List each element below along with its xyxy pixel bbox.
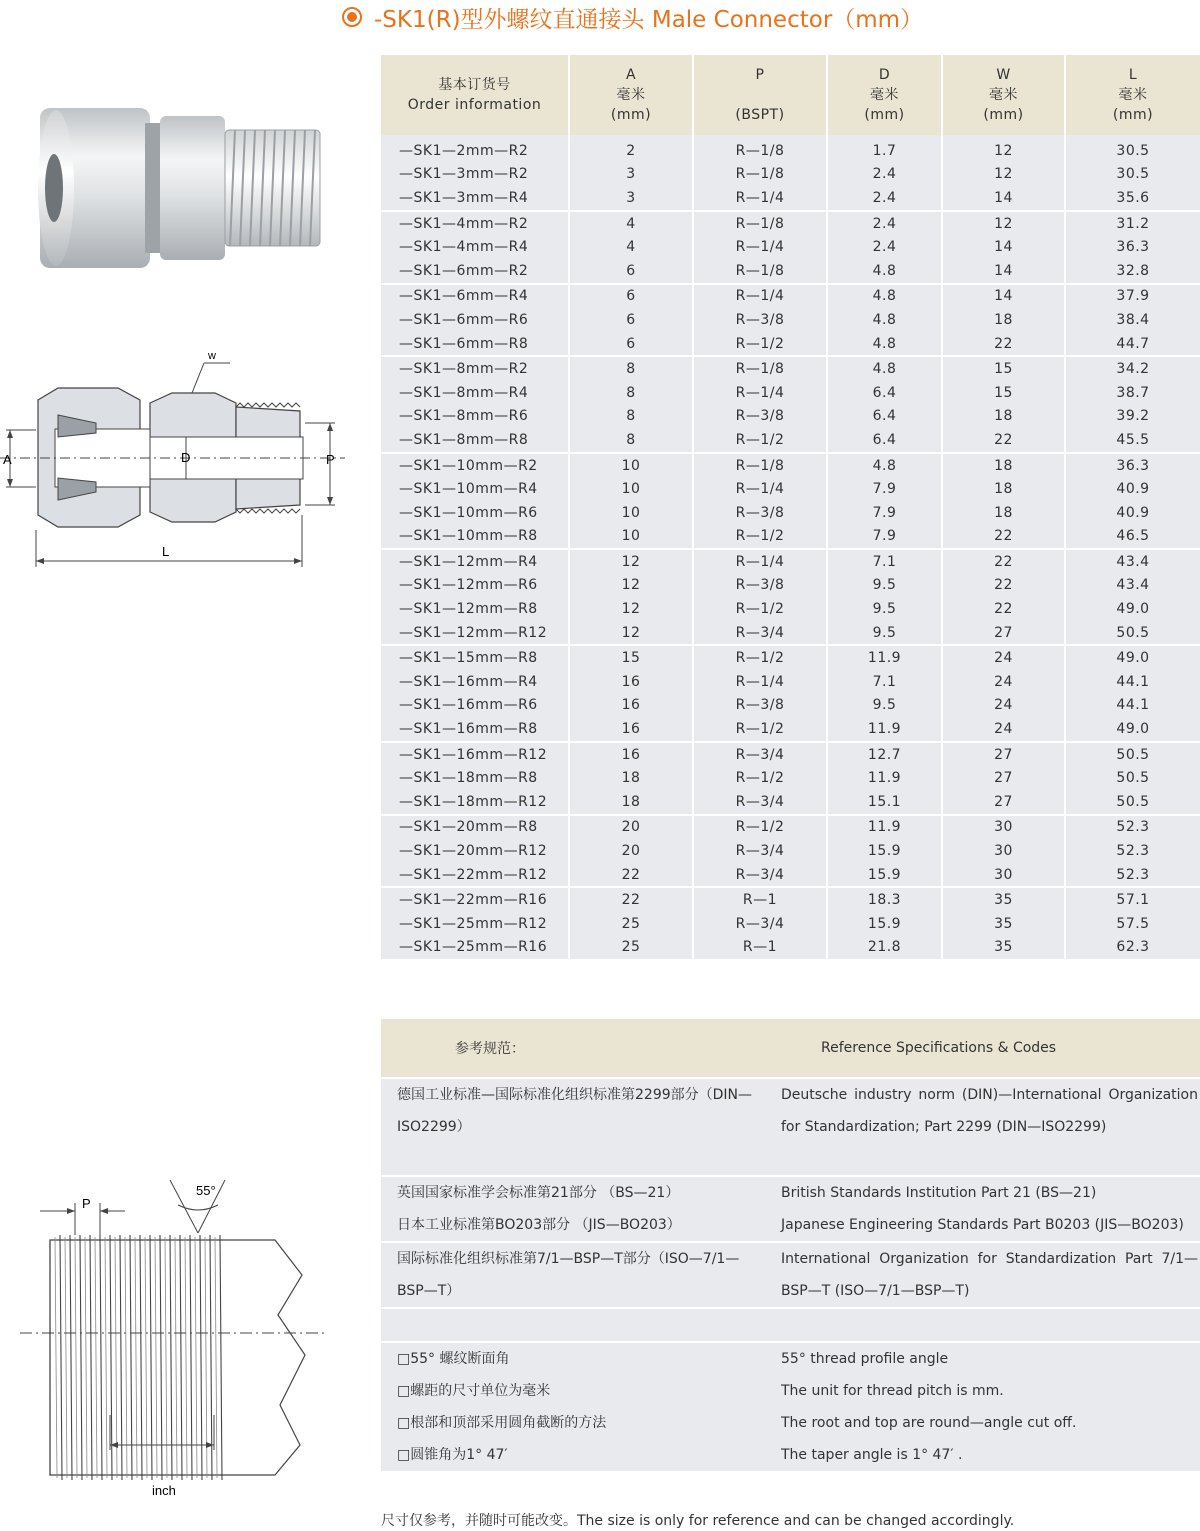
table-cell: 2.4 bbox=[827, 211, 942, 236]
product-image bbox=[30, 88, 330, 288]
table-cell: 12 bbox=[569, 621, 693, 646]
table-cell: 6 bbox=[569, 332, 693, 357]
table-cell: 7.1 bbox=[827, 670, 942, 694]
table-row bbox=[381, 839, 1200, 863]
table-cell: 35 bbox=[942, 936, 1065, 960]
table-row bbox=[381, 163, 1200, 187]
table-cell: —SK1—8mm—R6 bbox=[381, 405, 569, 429]
table-cell: R—3/4 bbox=[693, 621, 827, 646]
table-cell: —SK1—25mm—R12 bbox=[381, 912, 569, 936]
table-cell: 35 bbox=[942, 887, 1065, 912]
table-cell: R—1 bbox=[693, 887, 827, 912]
label-angle: 55° bbox=[196, 1183, 216, 1198]
table-cell: —SK1—16mm—R8 bbox=[381, 717, 569, 742]
table-cell: 45.5 bbox=[1065, 428, 1200, 453]
table-cell: 8 bbox=[569, 428, 693, 453]
table-cell: 2.4 bbox=[827, 163, 942, 187]
table-row bbox=[381, 453, 1200, 478]
table-cell: 6 bbox=[569, 308, 693, 332]
table-cell: —SK1—6mm—R6 bbox=[381, 308, 569, 332]
table-cell: 38.7 bbox=[1065, 381, 1200, 405]
table-cell: R—3/8 bbox=[693, 574, 827, 598]
table-row bbox=[381, 863, 1200, 888]
table-cell: 7.9 bbox=[827, 501, 942, 525]
table-cell: R—1/4 bbox=[693, 186, 827, 211]
table-cell: R—1/8 bbox=[693, 453, 827, 478]
thread-drawing bbox=[10, 1175, 340, 1505]
table-cell: R—3/4 bbox=[693, 912, 827, 936]
table-cell: —SK1—3mm—R2 bbox=[381, 163, 569, 187]
table-cell: 2.4 bbox=[827, 186, 942, 211]
table-cell: 6.4 bbox=[827, 381, 942, 405]
table-cell: R—3/4 bbox=[693, 790, 827, 815]
table-header-row bbox=[381, 55, 1200, 135]
table-cell: 22 bbox=[569, 887, 693, 912]
table-cell: R—3/4 bbox=[693, 742, 827, 767]
table-cell: 10 bbox=[569, 501, 693, 525]
table-row bbox=[381, 135, 1200, 163]
table-cell: 18.3 bbox=[827, 887, 942, 912]
table-row bbox=[381, 790, 1200, 815]
col-header-order: 基本订货号 Order information bbox=[381, 55, 569, 135]
table-cell: 52.3 bbox=[1065, 863, 1200, 888]
table-cell: 21.8 bbox=[827, 936, 942, 960]
reference-row: 日本工业标准第BO203部分 （JIS—BO203） Japanese Engineering Standards Part B0203 (JIS—BO203) bbox=[381, 1209, 1200, 1242]
table-cell: 10 bbox=[569, 477, 693, 501]
table-cell: 4.8 bbox=[827, 259, 942, 284]
table-cell: 14 bbox=[942, 186, 1065, 211]
table-cell: 6 bbox=[569, 284, 693, 309]
col-header-a: A 毫米 (mm) bbox=[569, 55, 693, 135]
table-cell: —SK1—4mm—R2 bbox=[381, 211, 569, 236]
table-row bbox=[381, 284, 1200, 309]
table-cell: R—1/2 bbox=[693, 332, 827, 357]
table-cell: 12.7 bbox=[827, 742, 942, 767]
table-cell: R—1/4 bbox=[693, 381, 827, 405]
note-row: □根部和顶部采用圆角截断的方法 The root and top are round—angle cut off. bbox=[381, 1407, 1200, 1439]
table-cell: —SK1—20mm—R12 bbox=[381, 839, 569, 863]
table-cell: 6.4 bbox=[827, 405, 942, 429]
label-d: D bbox=[181, 450, 191, 465]
table-cell: —SK1—12mm—R6 bbox=[381, 574, 569, 598]
table-cell: R—1/2 bbox=[693, 815, 827, 840]
table-cell: —SK1—12mm—R4 bbox=[381, 549, 569, 574]
label-a: A bbox=[3, 452, 12, 467]
table-cell: —SK1—16mm—R12 bbox=[381, 742, 569, 767]
table-cell: —SK1—2mm—R2 bbox=[381, 135, 569, 163]
table-cell: 62.3 bbox=[1065, 936, 1200, 960]
table-row bbox=[381, 259, 1200, 284]
table-cell: 12 bbox=[942, 211, 1065, 236]
table-cell: 32.8 bbox=[1065, 259, 1200, 284]
table-cell: 27 bbox=[942, 790, 1065, 815]
table-cell: 43.4 bbox=[1065, 549, 1200, 574]
col-header-w: W 毫米 (mm) bbox=[942, 55, 1065, 135]
table-cell: 11.9 bbox=[827, 645, 942, 670]
table-cell: 9.5 bbox=[827, 621, 942, 646]
table-cell: R—1/8 bbox=[693, 356, 827, 381]
table-cell: —SK1—6mm—R8 bbox=[381, 332, 569, 357]
table-cell: R—1/4 bbox=[693, 235, 827, 259]
note-row: □圆锥角为1° 47′ The taper angle is 1° 47′ . bbox=[381, 1439, 1200, 1471]
table-cell: 22 bbox=[942, 574, 1065, 598]
table-cell: —SK1—10mm—R6 bbox=[381, 501, 569, 525]
reference-spacer bbox=[381, 1308, 1200, 1342]
table-row bbox=[381, 574, 1200, 598]
table-row bbox=[381, 766, 1200, 790]
table-cell: 43.4 bbox=[1065, 574, 1200, 598]
spec-table bbox=[381, 55, 1200, 959]
table-row bbox=[381, 428, 1200, 453]
table-cell: —SK1—8mm—R8 bbox=[381, 428, 569, 453]
table-cell: 46.5 bbox=[1065, 525, 1200, 550]
table-cell: R—1/4 bbox=[693, 549, 827, 574]
table-cell: 15 bbox=[942, 356, 1065, 381]
table-cell: R—1/4 bbox=[693, 284, 827, 309]
table-cell: 37.9 bbox=[1065, 284, 1200, 309]
table-cell: R—1/2 bbox=[693, 525, 827, 550]
table-cell: 57.1 bbox=[1065, 887, 1200, 912]
table-cell: 25 bbox=[569, 912, 693, 936]
reference-header-en: Reference Specifications & Codes bbox=[781, 1019, 1200, 1078]
label-pitch: P bbox=[82, 1196, 91, 1211]
table-cell: 16 bbox=[569, 670, 693, 694]
section-drawing bbox=[0, 345, 345, 575]
table-cell: 24 bbox=[942, 645, 1065, 670]
table-cell: 36.3 bbox=[1065, 453, 1200, 478]
label-l: L bbox=[162, 544, 170, 559]
table-row bbox=[381, 332, 1200, 357]
table-cell: 35.6 bbox=[1065, 186, 1200, 211]
table-row bbox=[381, 621, 1200, 646]
table-row bbox=[381, 525, 1200, 550]
table-cell: 4 bbox=[569, 211, 693, 236]
table-cell: 24 bbox=[942, 670, 1065, 694]
table-cell: 30 bbox=[942, 863, 1065, 888]
table-row bbox=[381, 356, 1200, 381]
table-cell: —SK1—15mm—R8 bbox=[381, 645, 569, 670]
reference-table bbox=[381, 1019, 1200, 1471]
table-cell: 18 bbox=[569, 766, 693, 790]
table-cell: —SK1—12mm—R8 bbox=[381, 597, 569, 621]
table-cell: 18 bbox=[942, 308, 1065, 332]
table-cell: 22 bbox=[942, 597, 1065, 621]
table-cell: 22 bbox=[942, 525, 1065, 550]
table-cell: 12 bbox=[569, 597, 693, 621]
table-cell: 4.8 bbox=[827, 284, 942, 309]
table-cell: 15.9 bbox=[827, 863, 942, 888]
table-cell: —SK1—4mm—R4 bbox=[381, 235, 569, 259]
table-cell: 16 bbox=[569, 717, 693, 742]
table-cell: 16 bbox=[569, 694, 693, 718]
table-cell: 44.1 bbox=[1065, 670, 1200, 694]
table-cell: 11.9 bbox=[827, 766, 942, 790]
table-cell: 52.3 bbox=[1065, 839, 1200, 863]
table-cell: 1.7 bbox=[827, 135, 942, 163]
table-cell: 22 bbox=[942, 549, 1065, 574]
label-w: w bbox=[208, 350, 216, 362]
table-row bbox=[381, 501, 1200, 525]
table-cell: —SK1—8mm—R2 bbox=[381, 356, 569, 381]
table-cell: —SK1—6mm—R2 bbox=[381, 259, 569, 284]
table-cell: 49.0 bbox=[1065, 645, 1200, 670]
table-cell: 57.5 bbox=[1065, 912, 1200, 936]
table-row bbox=[381, 887, 1200, 912]
table-row bbox=[381, 549, 1200, 574]
table-cell: 14 bbox=[942, 284, 1065, 309]
table-cell: 3 bbox=[569, 186, 693, 211]
table-cell: 36.3 bbox=[1065, 235, 1200, 259]
table-cell: 44.7 bbox=[1065, 332, 1200, 357]
table-cell: R—1/2 bbox=[693, 645, 827, 670]
table-cell: R—1/4 bbox=[693, 670, 827, 694]
table-cell: R—1/2 bbox=[693, 428, 827, 453]
col-header-p: P (BSPT) bbox=[693, 55, 827, 135]
table-cell: 22 bbox=[569, 863, 693, 888]
table-cell: 15.9 bbox=[827, 839, 942, 863]
table-cell: 4.8 bbox=[827, 308, 942, 332]
table-cell: 50.5 bbox=[1065, 621, 1200, 646]
table-cell: 40.9 bbox=[1065, 477, 1200, 501]
table-cell: —SK1—16mm—R4 bbox=[381, 670, 569, 694]
table-cell: 6.4 bbox=[827, 428, 942, 453]
table-row bbox=[381, 381, 1200, 405]
table-cell: 27 bbox=[942, 742, 1065, 767]
col-header-d: D 毫米 (mm) bbox=[827, 55, 942, 135]
table-cell: 8 bbox=[569, 405, 693, 429]
table-cell: 24 bbox=[942, 717, 1065, 742]
table-cell: 30 bbox=[942, 839, 1065, 863]
table-cell: 49.0 bbox=[1065, 597, 1200, 621]
table-cell: —SK1—18mm—R8 bbox=[381, 766, 569, 790]
table-cell: 3 bbox=[569, 163, 693, 187]
table-cell: —SK1—25mm—R16 bbox=[381, 936, 569, 960]
table-cell: 2 bbox=[569, 135, 693, 163]
table-cell: 4 bbox=[569, 235, 693, 259]
table-cell: 52.3 bbox=[1065, 815, 1200, 840]
table-cell: 34.2 bbox=[1065, 356, 1200, 381]
table-cell: 7.1 bbox=[827, 549, 942, 574]
table-cell: —SK1—20mm—R8 bbox=[381, 815, 569, 840]
table-cell: 9.5 bbox=[827, 694, 942, 718]
table-cell: 4.8 bbox=[827, 453, 942, 478]
table-row bbox=[381, 717, 1200, 742]
table-cell: 50.5 bbox=[1065, 766, 1200, 790]
table-cell: 12 bbox=[942, 163, 1065, 187]
table-cell: R—1/2 bbox=[693, 717, 827, 742]
table-cell: 14 bbox=[942, 235, 1065, 259]
table-cell: 7.9 bbox=[827, 477, 942, 501]
table-cell: R—3/8 bbox=[693, 501, 827, 525]
table-cell: 22 bbox=[942, 332, 1065, 357]
table-cell: 22 bbox=[942, 428, 1065, 453]
table-cell: 18 bbox=[942, 405, 1065, 429]
table-cell: —SK1—3mm—R4 bbox=[381, 186, 569, 211]
table-cell: 20 bbox=[569, 815, 693, 840]
table-cell: R—1/4 bbox=[693, 477, 827, 501]
table-cell: 4.8 bbox=[827, 332, 942, 357]
table-cell: 18 bbox=[942, 501, 1065, 525]
table-cell: —SK1—22mm—R16 bbox=[381, 887, 569, 912]
table-row bbox=[381, 405, 1200, 429]
table-row bbox=[381, 235, 1200, 259]
table-cell: 44.1 bbox=[1065, 694, 1200, 718]
table-cell: —SK1—22mm—R12 bbox=[381, 863, 569, 888]
table-row bbox=[381, 308, 1200, 332]
table-cell: 10 bbox=[569, 453, 693, 478]
table-cell: —SK1—18mm—R12 bbox=[381, 790, 569, 815]
table-cell: 8 bbox=[569, 356, 693, 381]
table-row bbox=[381, 912, 1200, 936]
table-row bbox=[381, 670, 1200, 694]
table-cell: 50.5 bbox=[1065, 790, 1200, 815]
footer-note: 尺寸仅参考，并随时可能改变。The size is only for reference and can be changed accordingly. bbox=[381, 1513, 1015, 1529]
table-cell: 9.5 bbox=[827, 597, 942, 621]
table-cell: 15 bbox=[569, 645, 693, 670]
note-row: □55° 螺纹断面角 55° thread profile angle bbox=[381, 1342, 1200, 1375]
table-row bbox=[381, 742, 1200, 767]
table-cell: 27 bbox=[942, 621, 1065, 646]
table-cell: 15.1 bbox=[827, 790, 942, 815]
table-cell: 35 bbox=[942, 912, 1065, 936]
table-cell: 2.4 bbox=[827, 235, 942, 259]
table-cell: 14 bbox=[942, 259, 1065, 284]
table-cell: —SK1—16mm—R6 bbox=[381, 694, 569, 718]
table-cell: —SK1—10mm—R8 bbox=[381, 525, 569, 550]
table-cell: —SK1—6mm—R4 bbox=[381, 284, 569, 309]
table-cell: 39.2 bbox=[1065, 405, 1200, 429]
table-cell: R—1/8 bbox=[693, 163, 827, 187]
table-row bbox=[381, 477, 1200, 501]
label-inch: inch bbox=[152, 1483, 176, 1498]
table-cell: —SK1—8mm—R4 bbox=[381, 381, 569, 405]
table-row bbox=[381, 815, 1200, 840]
table-cell: 10 bbox=[569, 525, 693, 550]
table-cell: —SK1—10mm—R4 bbox=[381, 477, 569, 501]
table-row bbox=[381, 211, 1200, 236]
table-cell: 12 bbox=[569, 574, 693, 598]
table-cell: 8 bbox=[569, 381, 693, 405]
table-cell: 20 bbox=[569, 839, 693, 863]
table-row bbox=[381, 694, 1200, 718]
reference-header bbox=[381, 1019, 1200, 1078]
col-header-l: L 毫米 (mm) bbox=[1065, 55, 1200, 135]
table-cell: R—3/8 bbox=[693, 308, 827, 332]
table-cell: 49.0 bbox=[1065, 717, 1200, 742]
table-cell: 15 bbox=[942, 381, 1065, 405]
table-cell: 38.4 bbox=[1065, 308, 1200, 332]
table-cell: R—1/8 bbox=[693, 135, 827, 163]
table-cell: 15.9 bbox=[827, 912, 942, 936]
table-cell: 9.5 bbox=[827, 574, 942, 598]
title-text: -SK1(R)型外螺纹直通接头 Male Connector（mm） bbox=[374, 6, 924, 33]
table-cell: R—1/8 bbox=[693, 259, 827, 284]
table-cell: R—3/4 bbox=[693, 863, 827, 888]
table-cell: R—1 bbox=[693, 936, 827, 960]
table-cell: 24 bbox=[942, 694, 1065, 718]
table-cell: 11.9 bbox=[827, 815, 942, 840]
table-cell: 7.9 bbox=[827, 525, 942, 550]
table-cell: 12 bbox=[942, 135, 1065, 163]
note-row: □螺距的尺寸单位为毫米 The unit for thread pitch is mm. bbox=[381, 1375, 1200, 1407]
table-cell: R—3/4 bbox=[693, 839, 827, 863]
table-cell: 50.5 bbox=[1065, 742, 1200, 767]
page-title bbox=[342, 0, 923, 34]
table-cell: 12 bbox=[569, 549, 693, 574]
table-row bbox=[381, 186, 1200, 211]
reference-row: 英国国家标准学会标准第21部分 （BS—21） British Standards Institution Part 21 (BS—21) bbox=[381, 1176, 1200, 1209]
table-cell: 40.9 bbox=[1065, 501, 1200, 525]
reference-row: 国际标准化组织标准第7/1—BSP—T部分（ISO—7/1—BSP—T） International Organization for Standardization Part 7/1—BSP—T (ISO—7/1—BSP—T) bbox=[381, 1242, 1200, 1308]
table-cell: —SK1—12mm—R12 bbox=[381, 621, 569, 646]
table-cell: 30.5 bbox=[1065, 163, 1200, 187]
table-cell: 16 bbox=[569, 742, 693, 767]
bullet-icon bbox=[342, 7, 362, 27]
table-cell: 25 bbox=[569, 936, 693, 960]
table-cell: 27 bbox=[942, 766, 1065, 790]
label-p: P bbox=[326, 452, 335, 467]
table-cell: R—3/8 bbox=[693, 694, 827, 718]
table-cell: 18 bbox=[942, 453, 1065, 478]
table-cell: 4.8 bbox=[827, 356, 942, 381]
table-cell: R—1/2 bbox=[693, 766, 827, 790]
table-cell: 31.2 bbox=[1065, 211, 1200, 236]
table-cell: 30.5 bbox=[1065, 135, 1200, 163]
table-cell: —SK1—10mm—R2 bbox=[381, 453, 569, 478]
table-row bbox=[381, 645, 1200, 670]
table-cell: R—3/8 bbox=[693, 405, 827, 429]
reference-header-cn: 参考规范： bbox=[381, 1019, 781, 1078]
table-row bbox=[381, 597, 1200, 621]
table-cell: 18 bbox=[942, 477, 1065, 501]
table-cell: R—1/2 bbox=[693, 597, 827, 621]
table-cell: 18 bbox=[569, 790, 693, 815]
table-cell: 30 bbox=[942, 815, 1065, 840]
table-row bbox=[381, 936, 1200, 960]
table-cell: 6 bbox=[569, 259, 693, 284]
table-cell: R—1/8 bbox=[693, 211, 827, 236]
table-cell: 11.9 bbox=[827, 717, 942, 742]
reference-row: 德国工业标准—国际标准化组织标准第2299部分（DIN—ISO2299） Deutsche industry norm (DIN)—International Organization for Standardization; Part 2299 (DIN—ISO2299) bbox=[381, 1078, 1200, 1176]
